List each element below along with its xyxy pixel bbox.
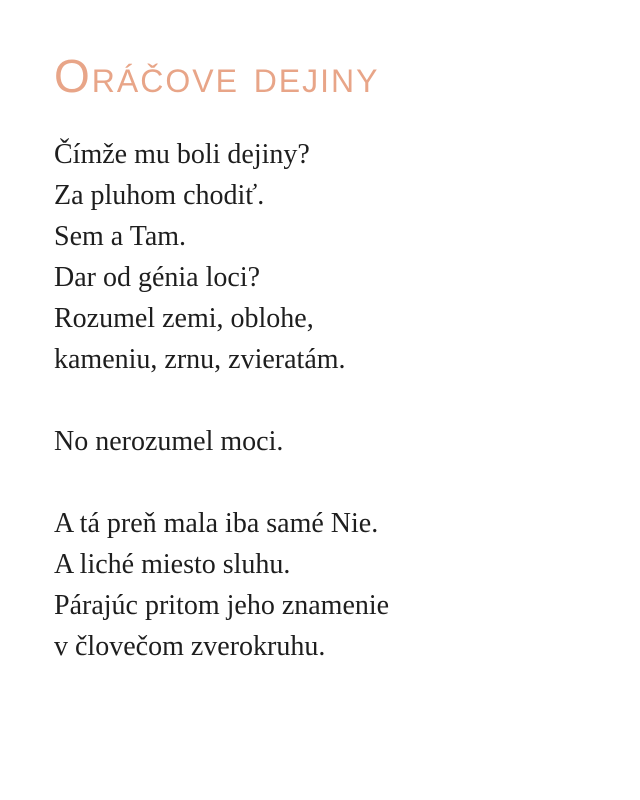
poem-line: A tá preň mala iba samé Nie. [54, 508, 379, 539]
poem-title: Oráčove dejiny [54, 50, 380, 102]
poem-line: Za pluhom chodiť. [54, 180, 265, 211]
stanza-3 [54, 503, 614, 667]
poem-line: Párajúc pritom jeho znamenie [54, 590, 390, 621]
poem-line: v človečom zverokruhu. [54, 631, 326, 662]
poem-line: Čímže mu boli dejiny? [54, 139, 310, 170]
poem-line: Sem a Tam. [54, 221, 187, 252]
poem-line: No nerozumel moci. [54, 426, 284, 457]
stanza-2 [54, 421, 614, 462]
poem-line: Rozumel zemi, oblohe, [54, 303, 314, 334]
poem-line: Dar od génia loci? [54, 262, 261, 293]
poem-body [54, 134, 614, 667]
stanza-1 [54, 134, 614, 380]
poem-line: A liché miesto sluhu. [54, 549, 291, 580]
poem-line: kameniu, zrnu, zvieratám. [54, 344, 346, 375]
